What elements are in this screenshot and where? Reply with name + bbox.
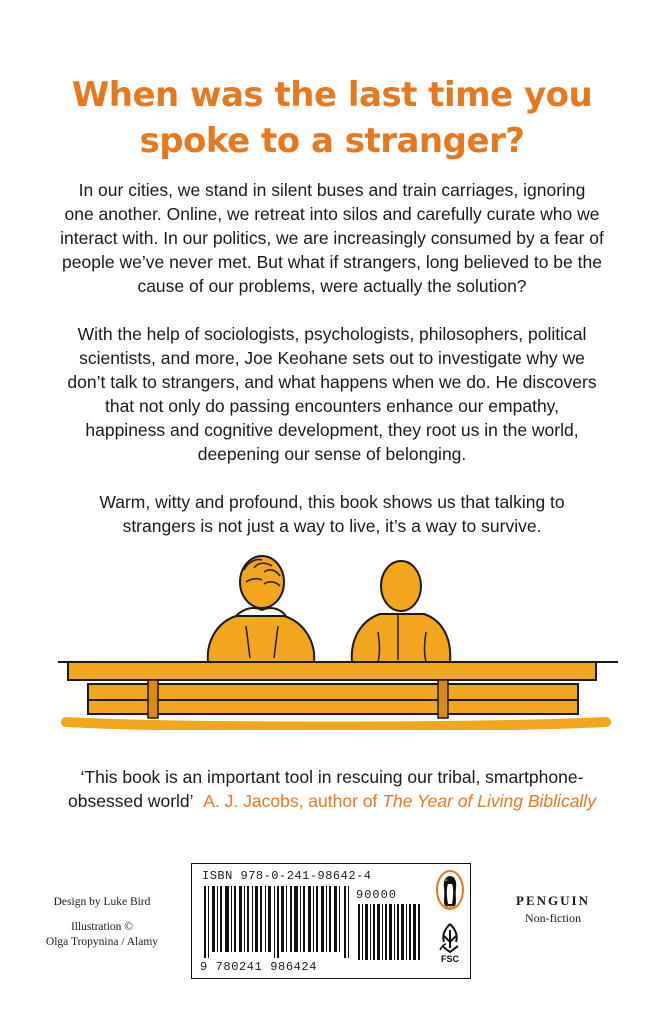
publisher-name: PENGUIN [516, 893, 590, 908]
blurb-paragraph-1 [40, 178, 624, 298]
text-line: don’t talk to strangers, and what happens when we do. He discovers [67, 372, 597, 392]
publisher-imprint [498, 893, 608, 926]
person-right-figure [352, 561, 450, 662]
quote-book-title: The Year of Living Biblically [382, 791, 596, 811]
text-line: one another. Online, we retreat into silos and carefully curate who we [64, 204, 600, 224]
quote-attribution [203, 791, 596, 811]
text-line: scientists, and more, Joe Keohane sets out to investigate why we [79, 348, 585, 368]
penguin-logo-icon [436, 870, 464, 910]
barcode-box [191, 863, 471, 979]
fsc-text: FSC [441, 954, 459, 964]
text-line: cause of our problems, were actually the solution? [137, 276, 527, 296]
bench [58, 662, 618, 727]
text-line: people we’ve never met. But what if strangers, long believed to be the [62, 252, 602, 272]
cover-credits [12, 895, 192, 950]
blurb-paragraph-3 [40, 490, 624, 538]
text-line: Warm, witty and profound, this book shows us that talking to [99, 492, 565, 512]
review-quote [40, 765, 624, 813]
text-line: that not only do passing encounters enhance our empathy, [104, 396, 559, 416]
book-category: Non-fiction [525, 911, 581, 925]
person-left-figure [208, 556, 314, 662]
design-credit: Design by Luke Bird [53, 896, 151, 908]
text-line: In our cities, we stand in silent buses and train carriages, ignoring [78, 180, 586, 200]
bench-illustration [58, 550, 618, 730]
isbn-text: ISBN 978-0-241-98642-4 [202, 869, 372, 883]
quote-line-1: ‘This book is an important tool in rescuing our tribal, smartphone- [80, 767, 584, 787]
quote-text-end: obsessed world’ [68, 791, 194, 811]
ean-digits: 9 780241 986424 [200, 960, 318, 974]
addon-barcode [358, 904, 420, 960]
headline-line-1: When was the last time you [71, 75, 593, 115]
blurb-paragraph-2 [40, 322, 624, 466]
quote-author: A. J. Jacobs, author of [203, 791, 378, 811]
illustration-credit: Olga Tropynina / Alamy [45, 936, 159, 948]
text-line: happiness and cognitive development, they root us in the world, [85, 420, 579, 440]
fsc-logo-icon [436, 922, 464, 964]
text-line: deepening our sense of belonging. [197, 444, 467, 464]
headline-line-2: spoke to a stranger? [139, 121, 525, 161]
text-line: interact with. In our politics, we are increasingly consumed by a fear of [60, 228, 604, 248]
text-line: With the help of sociologists, psychologists, philosophers, political [77, 324, 587, 344]
ean-barcode [204, 886, 354, 958]
text-line: strangers is not just a way to live, it’s a way to survive. [122, 516, 542, 536]
quote-line-2 [40, 789, 624, 813]
addon-digits: 90000 [356, 888, 398, 902]
illustration-label: Illustration © [70, 921, 134, 933]
headline [0, 72, 664, 164]
